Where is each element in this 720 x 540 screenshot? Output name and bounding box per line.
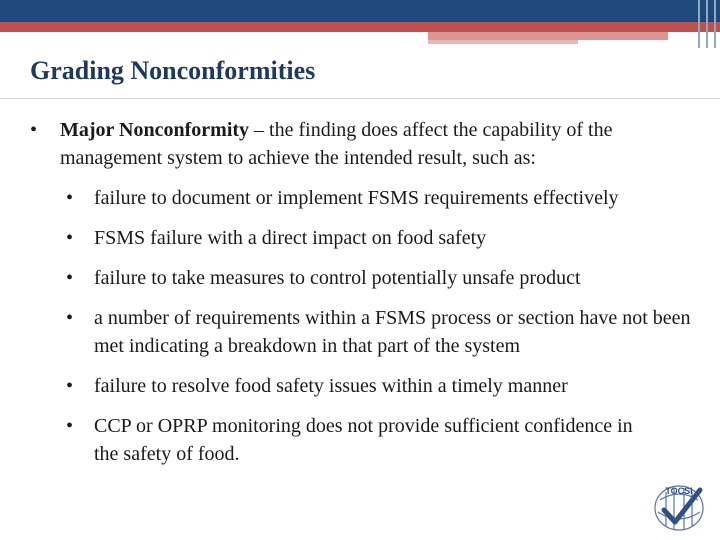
sub-bullet-text: failure to document or implement FSMS requirements effectively — [94, 187, 619, 209]
header-bar-blue — [0, 0, 720, 22]
bullet-marker: • — [30, 119, 38, 141]
sub-bullet — [30, 184, 700, 212]
major-nonconformity-label: Major Nonconformity — [60, 119, 250, 141]
sub-bullet — [30, 264, 700, 292]
sub-bullet-text: FSMS failure with a direct impact on food safety — [94, 227, 487, 249]
header-bar-red — [0, 22, 720, 32]
bullet-marker: • — [66, 227, 74, 249]
bullet-marker: • — [66, 307, 74, 329]
slide-title: Grading Nonconformities — [30, 56, 316, 85]
sub-bullet — [30, 372, 700, 400]
logo-text: TOCSI — [665, 486, 693, 496]
title-divider — [0, 98, 720, 99]
bullet-marker: • — [66, 267, 74, 289]
header-vertical-lines — [690, 0, 720, 48]
bullet-marker: • — [66, 415, 74, 437]
slide-body — [30, 116, 700, 480]
checkmark-seal-icon — [648, 478, 710, 534]
bullet-marker: • — [66, 187, 74, 209]
sub-bullet-text: failure to take measures to control potentially unsafe product — [94, 267, 581, 289]
sub-bullet-text: failure to resolve food safety issues within a timely manner — [94, 375, 568, 397]
sub-bullet — [30, 304, 700, 360]
header-accent-bar — [428, 32, 668, 40]
header-accent-bar-small — [428, 40, 578, 44]
sub-bullet-text: CCP or OPRP monitoring does not provide sufficient confidence in the safety of food. — [94, 415, 633, 465]
sub-bullet — [30, 412, 654, 468]
main-bullet — [30, 116, 700, 172]
bullet-marker: • — [66, 375, 74, 397]
sub-bullet — [30, 224, 700, 252]
major-nonconformity-definition: – the finding does affect the capability of the management system to achieve the intended result, such as: — [60, 119, 613, 169]
sub-bullet-text: a number of requirements within a FSMS process or section have not been met indicating a breakdown in that part of the system — [94, 307, 691, 357]
